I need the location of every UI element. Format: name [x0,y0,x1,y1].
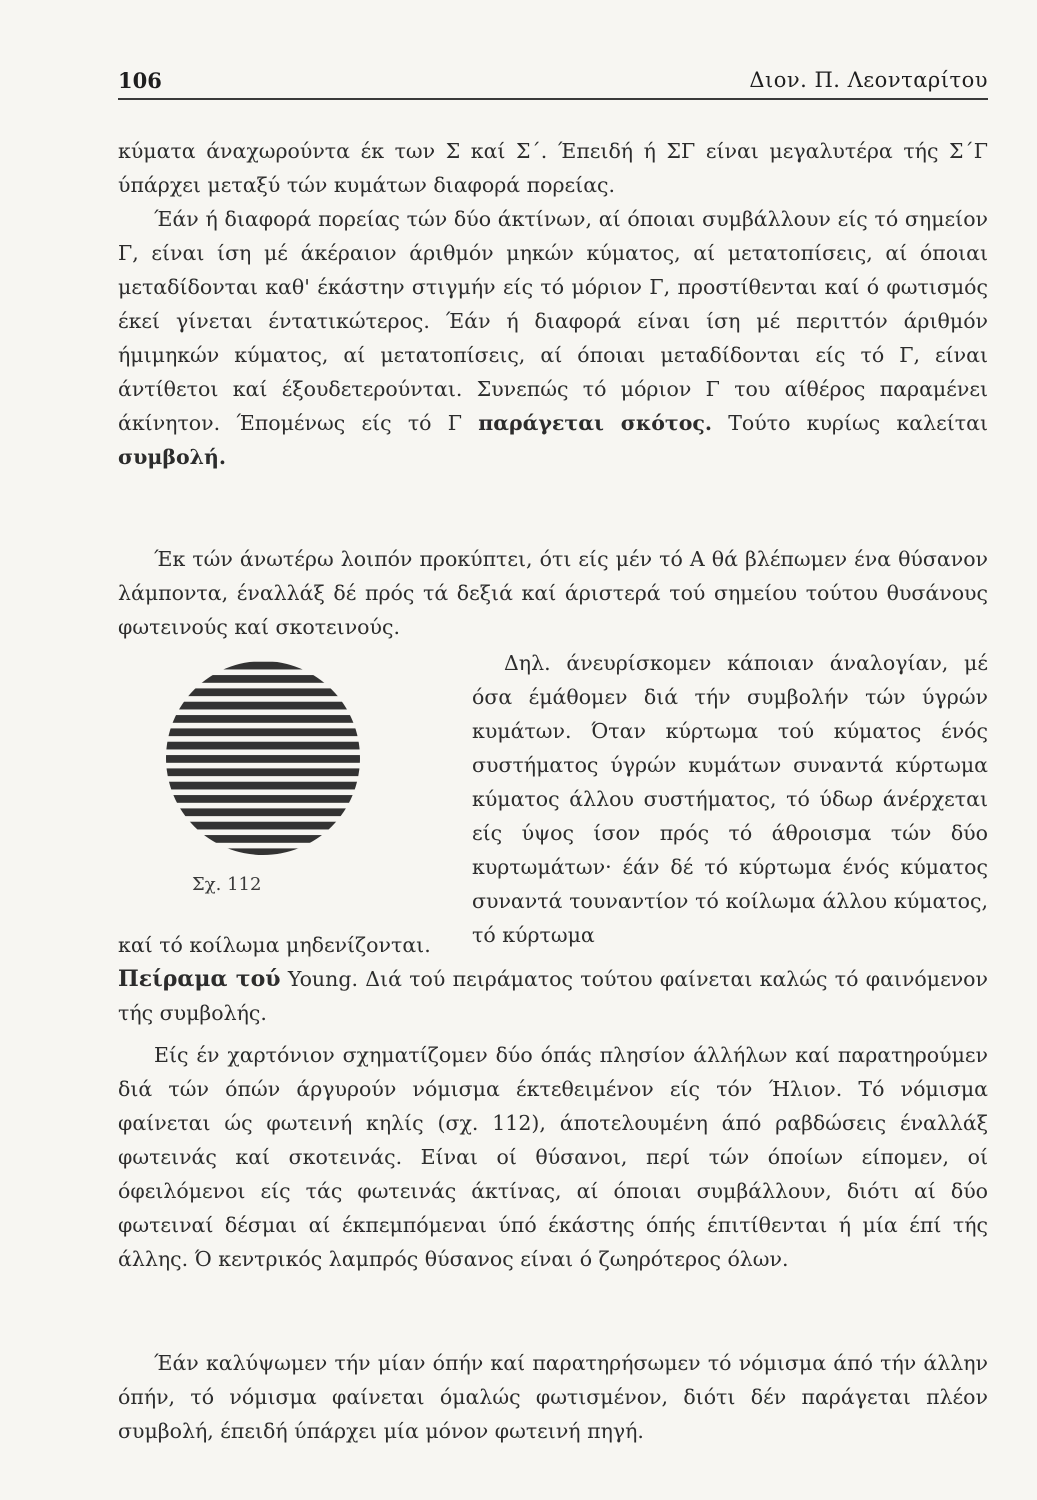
paragraph-2 [118,202,988,474]
paragraph-2-bold-2: συμβολή. [118,445,227,469]
running-head: Διον. Π. Λεονταρίτου [749,68,988,92]
disc-stripe [163,822,363,830]
disc-stripe [163,768,363,776]
disc-stripe [163,742,363,750]
paragraph-2-text-a: Έάν ή διαφορά πορείας τών δύο άκτίνων, αί όποιαι συμβάλλουν είς τό σημείον Γ, είναι ίση μέ άκέραιον άριθμόν μηκών κύματος, αί μετατοπίσεις, αί όποιαι μεταδίδονται καθ' έκάστην στιγμήν είς τό μόριον Γ, προστίθενται καί ό φωτισμός έκεί γίνεται έντατικώτερος. Έάν ή διαφορά είναι ίση μέ περιττόν άριθμόν ήμιμηκών κύματος, αί μετατοπίσεις, αί όποιαι μεταδίδονται είς τό Γ, είναι άντίθετοι καί έξουδετερούνται. Συνεπώς τό μόριον Γ του αίθέρος παραμένει άκίνητον. Έπομένως είς τό Γ [118,207,988,435]
figure-caption: Σχ. 112 [192,874,262,895]
paragraph-5-text: Young. Διά τού πειράματος τούτου φαίνεται καλώς τό φαινόμενον τής συμβολής. [118,967,988,1025]
paragraph-4-tail: καί τό κοίλωμα μηδενίζονται. [118,933,431,957]
disc-stripe [163,675,363,683]
disc-stripe [163,848,363,856]
paragraph-1: κύματα άναχωρούντα έκ των Σ καί Σ΄. Έπειδή ή ΣΓ είναι μεγαλυτέρα τής Σ΄Γ ύπάρχει μεταξύ τών κυμάτων διαφορά πορείας. [118,139,988,197]
header-rule [118,98,988,100]
disc-stripe [163,715,363,723]
paragraph-3: Έκ τών άνωτέρω λοιπόν προκύπτει, ότι είς μέν τό Α θά βλέπωμεν ένα θύσανον λάμποντα, έναλλάξ δέ πρός τά δεξιά καί άριστερά τού σημείου τούτου θυσάνους φωτεινούς καί σκοτεινούς. [118,547,988,639]
disc-stripe [163,795,363,803]
figure-112-striped-disc [163,658,363,858]
page-number: 106 [118,68,162,93]
paragraph-4: Δηλ. άνευρίσκομεν κάποιαν άναλογίαν, μέ όσα έμάθομεν διά τήν συμβολήν τών ύγρών κυμάτων. Όταν κύρτωμα τού κύματος ένός συστήματος ύγρών κυμάτων συναντά κύρτωμα κύματος άλλου συστήματος, τό ύδωρ άνέρχεται είς ύψος ίσον πρός τό άθροισμα τών δύο κυρτωμάτων· έάν δέ τό κύρτωμα ένός κύματος συναντά τουναντίον τό κοίλωμα άλλου κύματος, τό κύρτωμα [472,651,988,947]
disc-stripe [163,688,363,696]
page-header [118,68,988,98]
young-experiment-heading: Πείραμα τού [118,966,281,992]
paragraph-2-bold-1: παράγεται σκότος. [478,411,712,435]
disc-stripe [163,808,363,816]
disc-stripe [163,662,363,670]
paragraph-2-text-b: Τούτο κυρίως καλείται [728,411,988,435]
paragraph-6: Είς έν χαρτόνιον σχηματίζομεν δύο όπάς πλησίον άλλήλων καί παρατηρούμεν διά τών όπών άργυρούν νόμισμα έκτεθειμένον είς τόν Ήλιον. Τό νόμισμα φαίνεται ώς φωτεινή κηλίς (σχ. 112), άποτελουμένη άπό ραβδώσεις έναλλάξ φωτεινάς καί σκοτεινάς. Είναι οί θύσανοι, περί τών όποίων είπομεν, οί όφειλόμενοι είς τάς φωτεινάς άκτίνας, αί όποιαι συμβάλλουν, διότι αί δύο φωτειναί δέσμαι αί έκπεμπόμεναι ύπό έκάστης όπής έπιτίθενται ή μία έπί τής άλλης. Ό κεντρικός λαμπρός θύσανος είναι ό ζωηρότερος όλων. [118,1043,988,1271]
disc-stripe [163,755,363,763]
disc-stripe [163,702,363,710]
disc-stripe [163,835,363,843]
disc-stripe [163,782,363,790]
striped-disc-illustration [163,658,363,858]
paragraph-5 [118,962,988,1030]
disc-stripe [163,728,363,736]
paragraph-7: Έάν καλύψωμεν τήν μίαν όπήν καί παρατηρήσωμεν τό νόμισμα άπό τήν άλλην όπήν, τό νόμισμα φαίνεται όμαλώς φωτισμένον, διότι δέν παράγεται πλέον συμβολή, έπειδή ύπάρχει μία μόνον φωτεινή πηγή. [118,1351,988,1443]
